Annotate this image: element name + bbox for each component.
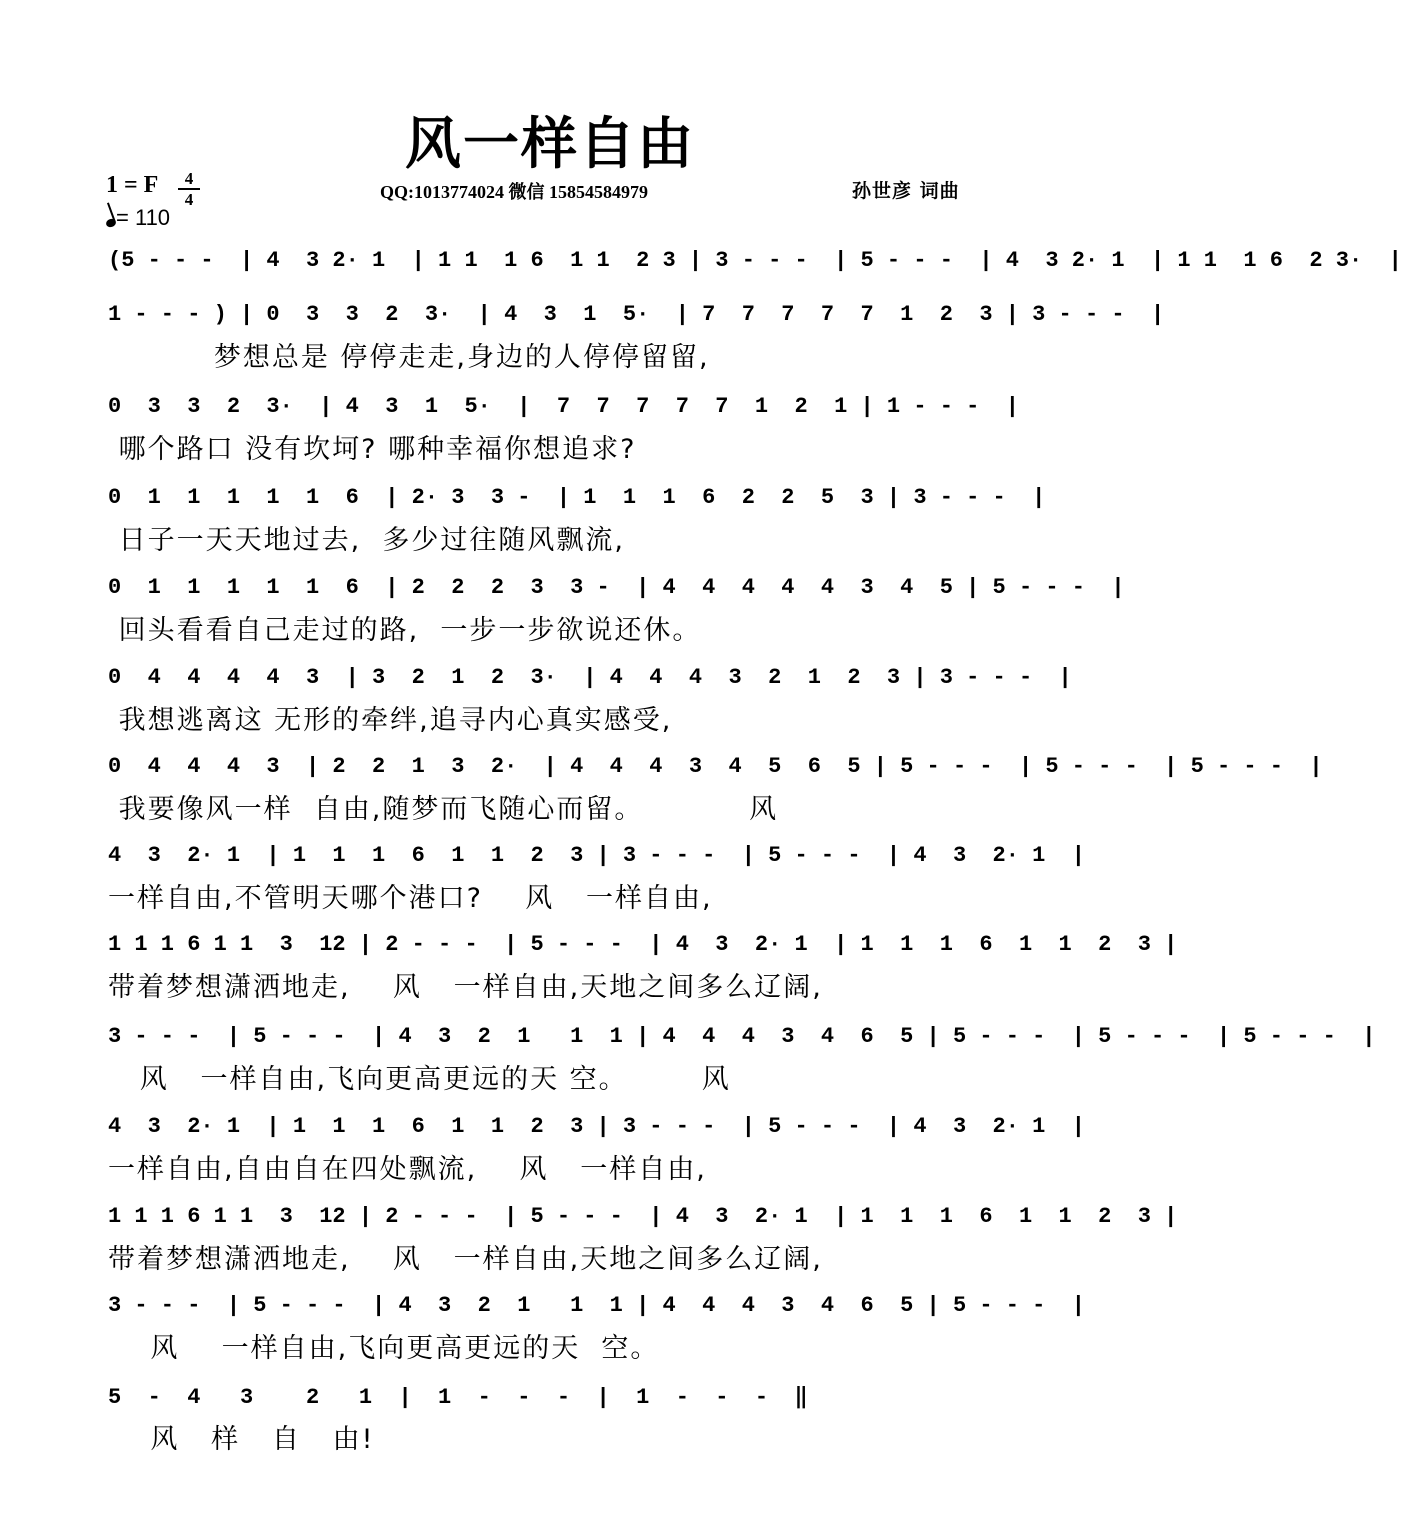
lyric-line: 我想逃离这 无形的牵绊,追寻内心真实感受, bbox=[108, 705, 673, 736]
lyric-line: 风 一样自由,飞向更高更远的天 空。 风 bbox=[108, 1064, 731, 1095]
lyric-line: 带着梦想潇洒地走, 风 一样自由,天地之间多么辽阔, bbox=[108, 972, 823, 1003]
lyric-line: 风 样 自 由! bbox=[108, 1424, 375, 1455]
contact-info: QQ:1013774024 微信 15854584979 bbox=[380, 182, 648, 202]
lyric-line: 风 一样自由,飞向更高更远的天 空。 bbox=[108, 1333, 660, 1364]
notation-line: 4 3 2· 1 | 1 1 1 6 1 1 2 3 | 3 - - - | 5 - - - | 4 3 2· 1 | bbox=[108, 1114, 1085, 1139]
notation-line: 0 1 1 1 1 1 6 | 2· 3 3 - | 1 1 1 6 2 2 5 3 | 3 - - - | bbox=[108, 485, 1046, 510]
notation-line: 1 - - - ) | 0 3 3 2 3· | 4 3 1 5· | 7 7 7 7 7 1 2 3 | 3 - - - | bbox=[108, 302, 1165, 327]
tempo-value: = 110 bbox=[116, 205, 171, 230]
lyric-line: 我要像风一样 自由,随梦而飞随心而留。 风 bbox=[108, 794, 779, 825]
song-title: 风一样自由 bbox=[405, 111, 695, 177]
notation-line: 3 - - - | 5 - - - | 4 3 2 1 1 1 | 4 4 4 3 4 6 5 | 5 - - - | bbox=[108, 1293, 1085, 1318]
lyric-line: 梦想总是 停停走走,身边的人停停留留, bbox=[108, 342, 710, 373]
notation-line: 0 1 1 1 1 1 6 | 2 2 2 3 3 - | 4 4 4 4 4 3 4 5 | 5 - - - | bbox=[108, 575, 1125, 600]
notation-line: 0 4 4 4 4 3 | 3 2 1 2 3· | 4 4 4 3 2 1 2 3 | 3 - - - | bbox=[108, 665, 1072, 690]
lyric-line: 日子一天天地过去, 多少过往随风飘流, bbox=[108, 525, 625, 556]
key-signature: 1 = F bbox=[106, 172, 159, 198]
notation-line: 0 3 3 2 3· | 4 3 1 5· | 7 7 7 7 7 1 2 1 | 1 - - - | bbox=[108, 394, 1019, 419]
lyric-line: 哪个路口 没有坎坷? 哪种幸福你想追求? bbox=[108, 434, 637, 465]
notation-line: 1 1 1 6 1 1 3 12 | 2 - - - | 5 - - - | 4 3 2· 1 | 1 1 1 6 1 1 2 3 | bbox=[108, 1204, 1178, 1229]
time-signature-top: 4 bbox=[184, 169, 194, 188]
lyric-line: 带着梦想潇洒地走, 风 一样自由,天地之间多么辽阔, bbox=[108, 1244, 823, 1275]
notation-line: 3 - - - | 5 - - - | 4 3 2 1 1 1 | 4 4 4 3 4 6 5 | 5 - - - | 5 - - - | 5 - - - | bbox=[108, 1024, 1376, 1049]
notation-line: 1 1 1 6 1 1 3 12 | 2 - - - | 5 - - - | 4 3 2· 1 | 1 1 1 6 1 1 2 3 | bbox=[108, 932, 1178, 957]
notation-line: 5 - 4 3 2 1 | 1 - - - | 1 - - - ‖ bbox=[108, 1385, 808, 1410]
time-signature bbox=[178, 170, 200, 208]
notation-line: (5 - - - | 4 3 2· 1 | 1 1 1 6 1 1 2 3 | 3 - - - | 5 - - - | 4 3 2· 1 | 1 1 1 6 2 3· | bbox=[108, 248, 1402, 273]
lyric-line: 回头看看自己走过的路, 一步一步欲说还休。 bbox=[108, 615, 702, 646]
author-credit: 孙世彦 词曲 bbox=[852, 180, 960, 202]
tempo-marking bbox=[106, 205, 170, 231]
notation-line: 4 3 2· 1 | 1 1 1 6 1 1 2 3 | 3 - - - | 5 - - - | 4 3 2· 1 | bbox=[108, 843, 1085, 868]
lyric-line: 一样自由,自由自在四处飘流, 风 一样自由, bbox=[108, 1154, 707, 1185]
time-signature-bottom: 4 bbox=[184, 190, 194, 209]
notation-line: 0 4 4 4 3 | 2 2 1 3 2· | 4 4 4 3 4 5 6 5 | 5 - - - | 5 - - - | 5 - - - | bbox=[108, 754, 1323, 779]
lyric-line: 一样自由,不管明天哪个港口? 风 一样自由, bbox=[108, 883, 713, 914]
